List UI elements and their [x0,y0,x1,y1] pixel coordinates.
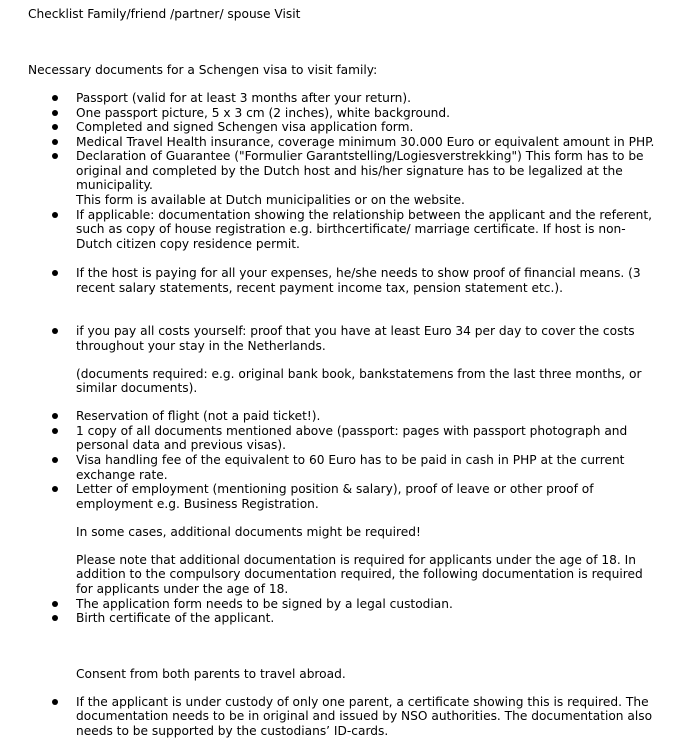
bullet-icon [52,110,58,116]
note-text: for applicants under the age of 18. [76,582,289,596]
intro-text: Necessary documents for a Schengen visa to visit family: [28,63,378,77]
note-text: Please note that additional documentation is required for applicants under the age of 18. In [76,553,636,567]
bullet-icon [52,270,58,276]
list-item: Declaration of Guarantee ("Formulier Garantstelling/Logiesverstrekking") This form has to be [76,149,644,163]
list-item: If the host is paying for all your expenses, he/she needs to show proof of financial means. (3 [76,266,641,280]
list-item-line: documentation needs to be in original and issued by NSO authorities. The documentation also [76,709,653,723]
document-title: Checklist Family/friend /partner/ spouse Visit [28,7,301,21]
bullet-icon [52,212,58,218]
list-item: Completed and signed Schengen visa application form. [76,120,414,134]
bullet-icon [52,699,58,705]
list-item: Medical Travel Health insurance, coverage minimum 30.000 Euro or equivalent amount in PHP. [76,135,655,149]
list-item-line: throughout your stay in the Netherlands. [76,339,326,353]
bullet-icon [52,601,58,607]
bullet-icon [52,486,58,492]
bullet-icon [52,139,58,145]
list-item: The application form needs to be signed by a legal custodian. [76,597,453,611]
list-item: Reservation of flight (not a paid ticket!). [76,409,321,423]
list-item: If applicable: documentation showing the relationship between the applicant and the referent, [76,208,653,222]
list-item-note: (documents required: e.g. original bank book, bankstatemens from the last three months, or [76,367,642,381]
list-item: One passport picture, 5 x 3 cm (2 inches), white background. [76,106,451,120]
list-item: If the applicant is under custody of only one parent, a certificate showing this is required. The [76,695,649,709]
bullet-icon [52,153,58,159]
list-item-line: recent salary statements, recent payment income tax, pension statement etc.). [76,281,563,295]
bullet-icon [52,328,58,334]
list-item-line: municipality. [76,178,153,192]
list-item-line: Dutch citizen copy residence permit. [76,237,300,251]
list-item-line: original and completed by the Dutch host and his/her signature has to be legalized at the [76,164,623,178]
list-item-line: exchange rate. [76,468,168,482]
bullet-icon [52,457,58,463]
list-item: Passport (valid for at least 3 months after your return). [76,91,412,105]
note-text: In some cases, additional documents might be required! [76,525,421,539]
list-item-line: needs to be supported by the custodians’ ID-cards. [76,724,389,738]
bullet-icon [52,95,58,101]
bullet-icon [52,428,58,434]
note-text: addition to the compulsory documentation required, the following documentation is required [76,567,643,581]
list-item-line: employment e.g. Business Registration. [76,497,319,511]
list-item: if you pay all costs yourself: proof that you have at least Euro 34 per day to cover the costs [76,324,635,338]
bullet-icon [52,124,58,130]
bullet-icon [52,615,58,621]
list-item-note: similar documents). [76,381,198,395]
list-item: Birth certificate of the applicant. [76,611,275,625]
list-item-line: such as copy of house registration e.g. birthcertificate/ marriage certificate. If host is non- [76,222,626,236]
list-item-line: personal data and previous visas). [76,438,287,452]
list-item: Letter of employment (mentioning position & salary), proof of leave or other proof of [76,482,594,496]
list-item: 1 copy of all documents mentioned above (passport: pages with passport photograph and [76,424,628,438]
note-text: Consent from both parents to travel abroad. [76,667,346,681]
list-item: Visa handling fee of the equivalent to 60 Euro has to be paid in cash in PHP at the current [76,453,625,467]
bullet-icon [52,413,58,419]
list-item-line: This form is available at Dutch municipalities or on the website. [76,193,465,207]
